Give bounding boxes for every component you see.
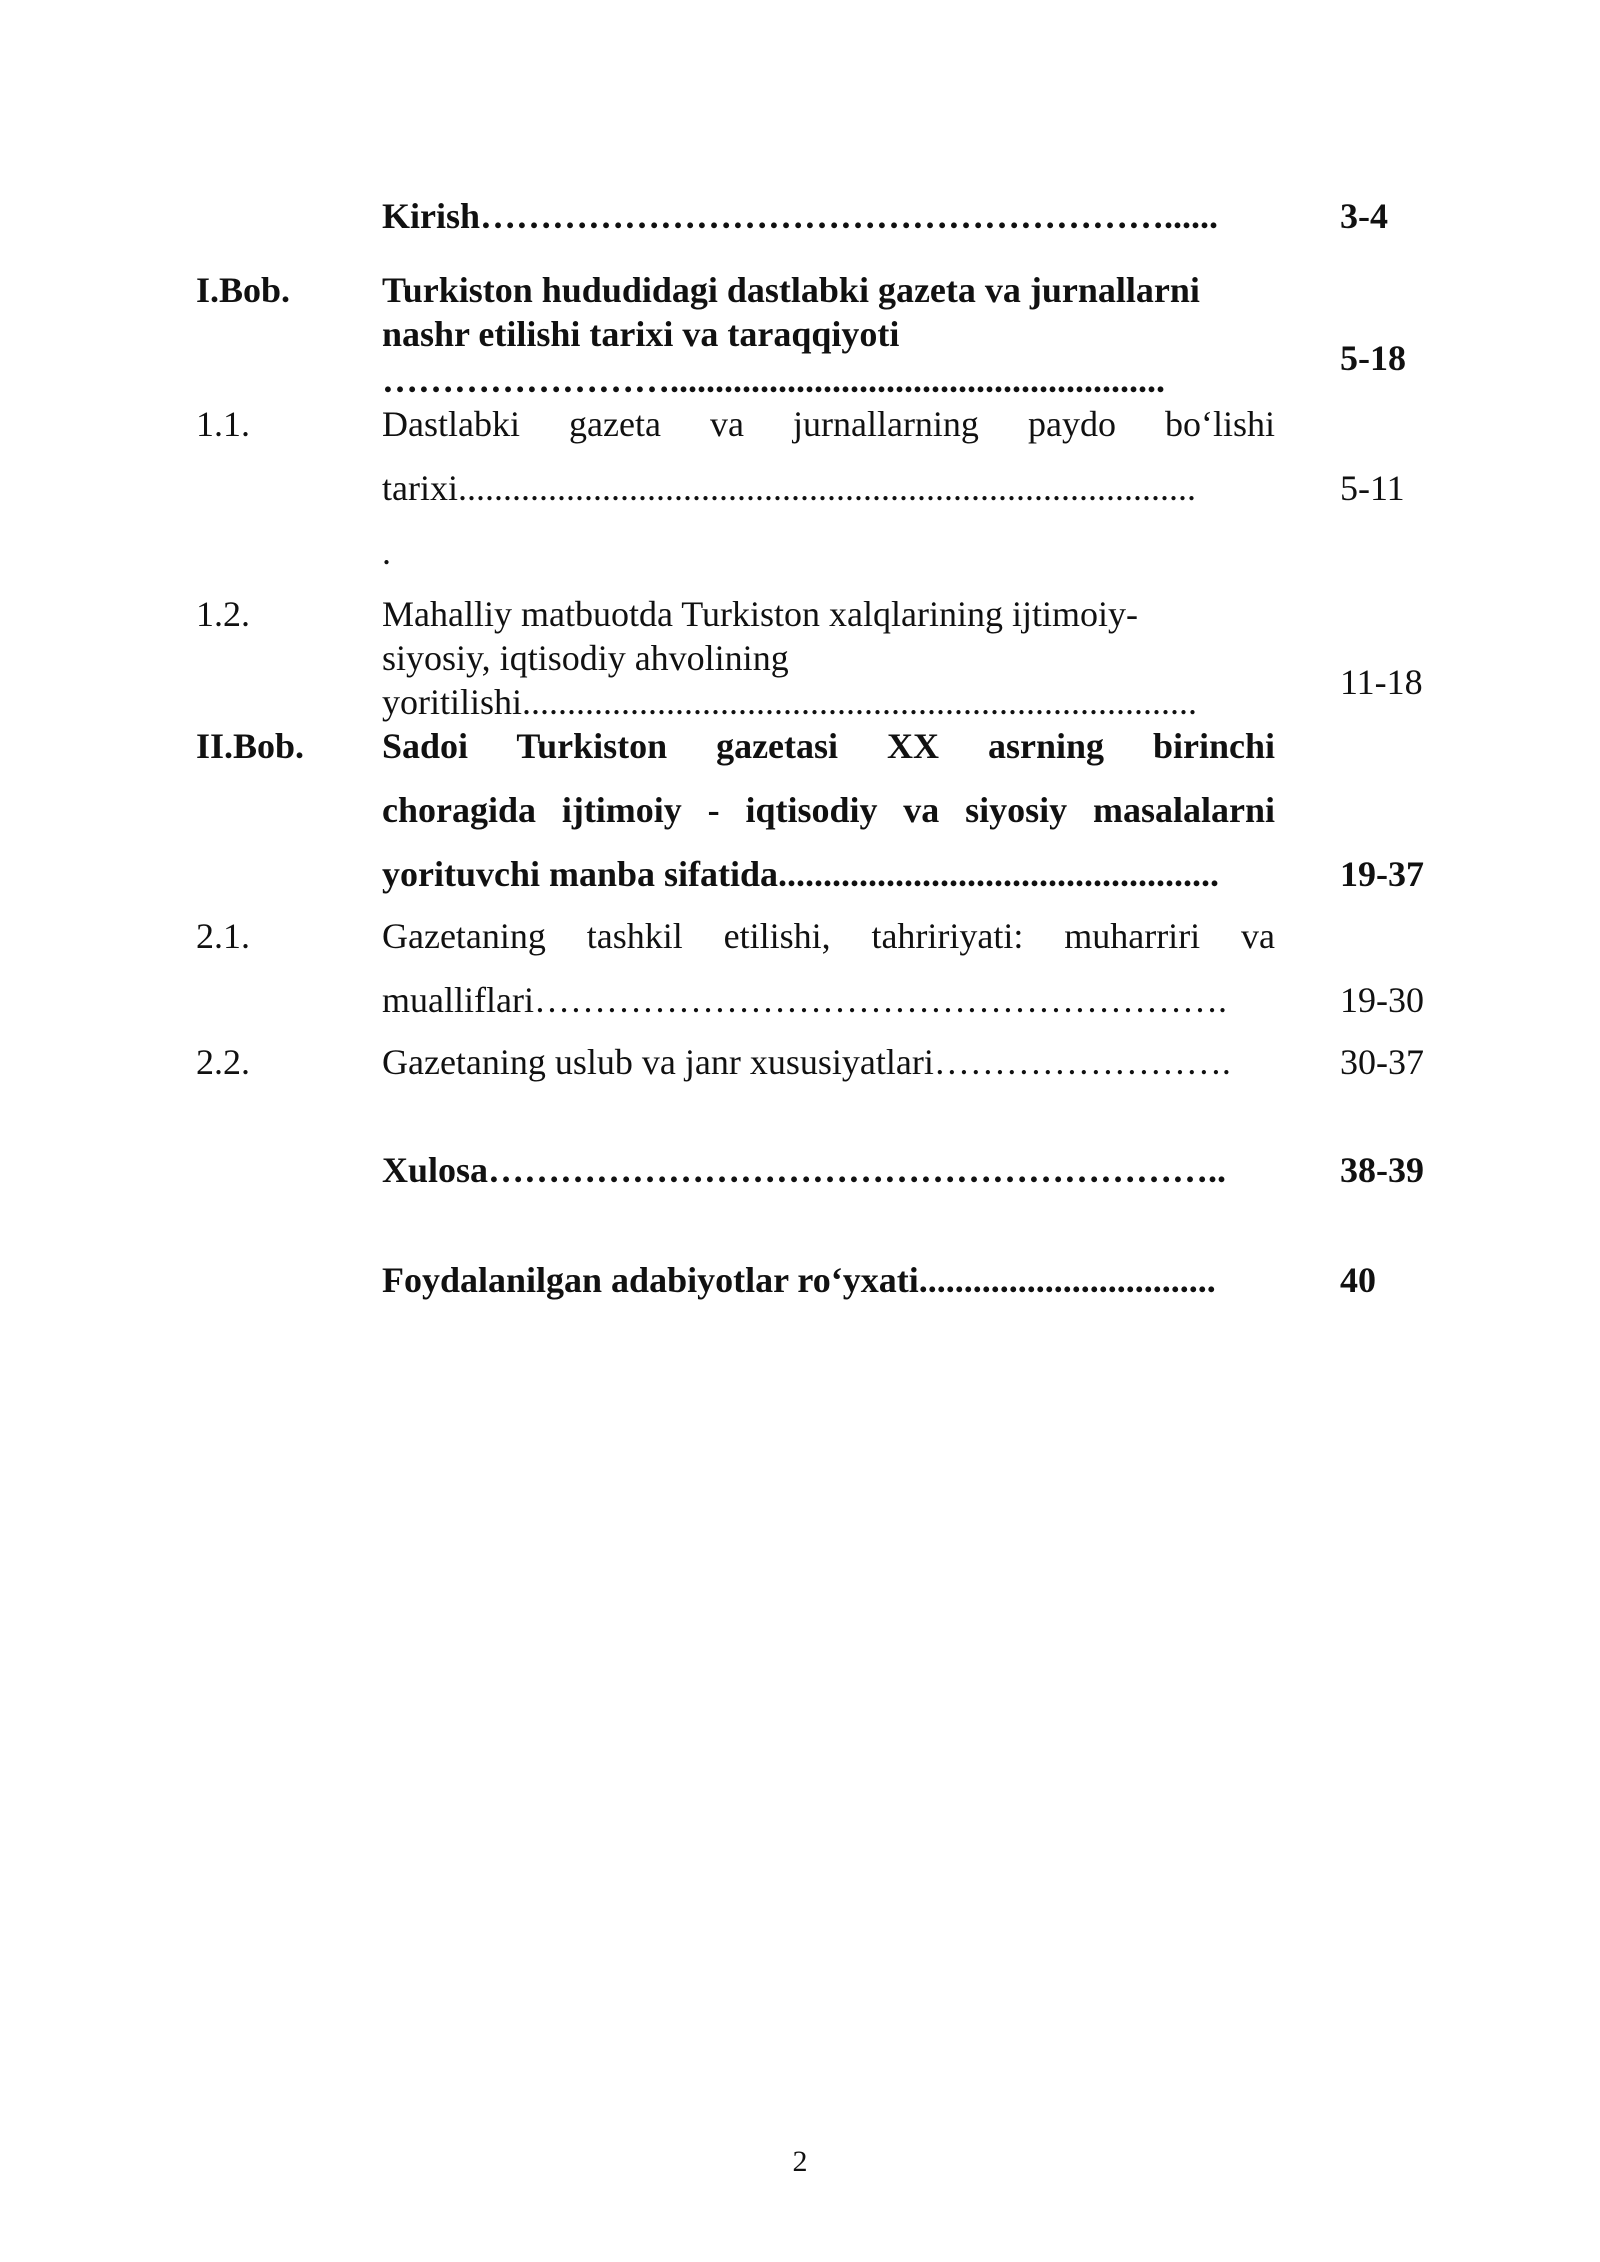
toc-s22-title: Gazetaning uslub va janr xususiyatlari……………………. [382,1042,1231,1082]
toc-xulosa-title: Xulosa…………………………………………………….. [382,1150,1227,1190]
toc-s11-pages: 5-11 [1340,468,1405,508]
toc-s12-label: 1.2. [196,594,250,634]
toc-s12-pages: 11-18 [1340,662,1423,702]
toc-s11-title-line2: tarixi.................................................................................. [382,468,1196,508]
toc-adabiyot-pages: 40 [1340,1260,1376,1300]
toc-s12-title-line3: yoritilishi........................................................................... [382,682,1198,722]
toc-s22-label: 2.2. [196,1042,250,1082]
toc-bob1-label: I.Bob. [196,270,291,310]
toc-bob1-title-line1: Turkiston hududidagi dastlabki gazeta va jurnallarni [382,270,1200,310]
toc-bob2-label: II.Bob. [196,726,305,766]
toc-s11-title-line3: . [382,532,391,572]
toc-s11-label: 1.1. [196,404,250,444]
toc-bob1-title-line2: nashr etilishi tarixi va taraqqiyoti [382,314,900,354]
toc-s22-pages: 30-37 [1340,1042,1424,1082]
page-number: 2 [792,2145,808,2178]
toc-bob2-title-line1: Sadoi Turkiston gazetasi XX asrning birinchi [382,726,1275,766]
toc-bob2-pages: 19-37 [1340,854,1424,894]
toc-s21-title-line2: mualliflari…………………………………………………. [382,980,1227,1020]
toc-s12-title-line1: Mahalliy matbuotda Turkiston xalqlarining ijtimoiy- [382,594,1138,634]
toc-s21-label: 2.1. [196,916,250,956]
toc-bob2-title-line3: yorituvchi manba sifatida................................................. [382,854,1220,894]
toc-s11-title-line1: Dastlabki gazeta va jurnallarning paydo bo‘lishi [382,404,1275,444]
toc-bob1-pages: 5-18 [1340,338,1406,378]
toc-kirish-title: Kirish…………………………………………………...... [382,196,1219,236]
toc-s21-title-line1: Gazetaning tashkil etilishi, tahririyati: muharriri va [382,916,1275,956]
toc-adabiyot-title: Foydalanilgan adabiyotlar ro‘yxati................................. [382,1260,1216,1300]
toc-s12-title-line2: siyosiy, iqtisodiy ahvolining [382,638,789,678]
toc-s21-pages: 19-30 [1340,980,1424,1020]
toc-kirish-pages: 3-4 [1340,196,1388,236]
toc-xulosa-pages: 38-39 [1340,1150,1424,1190]
toc-bob1-dots: ……………………....................................................... [382,360,1165,400]
toc-bob2-title-line2: choragida ijtimoiy - iqtisodiy va siyosiy masalalarni [382,790,1275,830]
